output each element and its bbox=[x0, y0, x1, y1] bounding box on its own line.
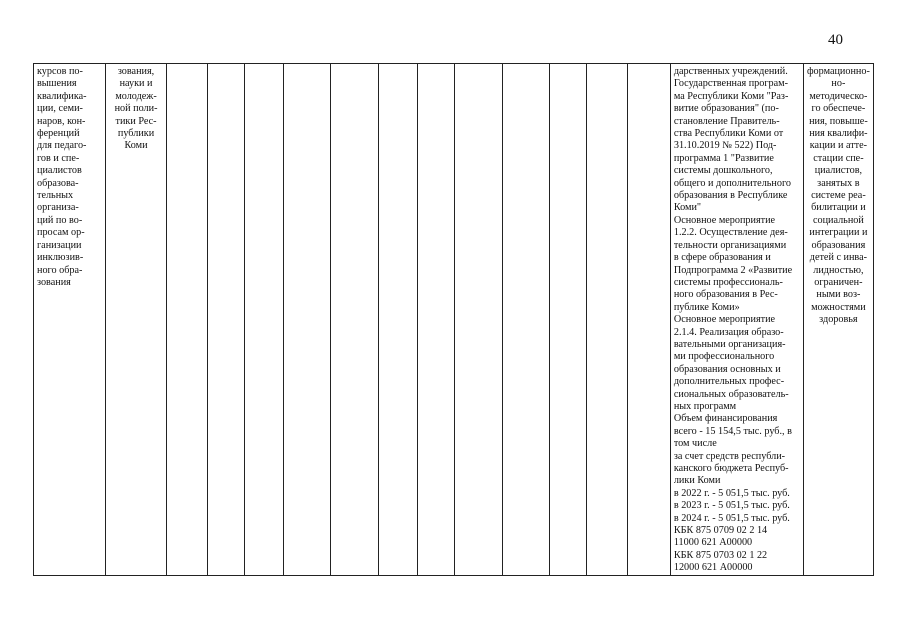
funding-cell bbox=[670, 64, 803, 576]
empty-cell bbox=[418, 64, 455, 576]
course-text: курсов по- вышения квалифика- ции, семи- наров, кон- ференций для педаго- гов и спе- циалистов образова- тельных организа- ций по во- просам ор- ганизации инклюзив- ного обра- зования bbox=[37, 66, 87, 288]
ministry-text: зования, науки и молодеж- ной поли- тики Рес- публики Коми bbox=[114, 66, 158, 152]
empty-cell bbox=[284, 64, 330, 576]
empty-cell bbox=[208, 64, 245, 576]
empty-cell bbox=[330, 64, 378, 576]
empty-cell bbox=[455, 64, 502, 576]
result-cell bbox=[803, 64, 873, 576]
page-number: 40 bbox=[828, 32, 843, 48]
plan-table bbox=[33, 63, 874, 576]
result-text: формационно- но- методическо- го обеспече- ния, повыше- ния квалифи- кации и атте- стации спе- циалистов, занятых в системе реа- билитации и социальной интеграции и образования детей с инва- лидностью, ограничен- ными воз- можностями здоровья bbox=[806, 66, 870, 326]
empty-cell bbox=[550, 64, 587, 576]
empty-cell bbox=[627, 64, 670, 576]
empty-cell bbox=[379, 64, 418, 576]
course-cell bbox=[34, 64, 106, 576]
funding-text: дарственных учреждений. Государственная програм- ма Республики Коми "Раз- витие образования" (по- становление Правитель- ства Республики Коми от 31.10.2019 № 522) Под- программа 1 "Развитие системы дошкольного, общего и дополнительного образования в Республике Коми" Основное мероприятие 1.2.2. Осуществление дея- тельности организациями в сфере образования и Подпрограмма 2 «Развитие системы профессиональ- ного образования в Рес- публике Коми» Основное мероприятие 2.1.4. Реализация образо- вательными организация- ми профессионального образования основных и дополнительных профес- сиональных образователь- ных программ Объем финансирования всего - 15 154,5 тыс. руб., в том числе за счет средств республи- канского бюджета Респуб- лики Коми в 2022 г. - 5 051,5 тыс. руб. в 2023 г. - 5 051,5 тыс. руб. в 2024 г. - 5 051,5 тыс. руб. КБК 875 0709 02 2 14 11000 621 A00000 КБК 875 0703 02 1 22 12000 621 A00000 bbox=[673, 66, 793, 574]
empty-cell bbox=[166, 64, 207, 576]
empty-cell bbox=[502, 64, 549, 576]
empty-cell bbox=[587, 64, 627, 576]
table-row bbox=[34, 64, 874, 576]
empty-cell bbox=[245, 64, 284, 576]
ministry-cell bbox=[106, 64, 167, 576]
